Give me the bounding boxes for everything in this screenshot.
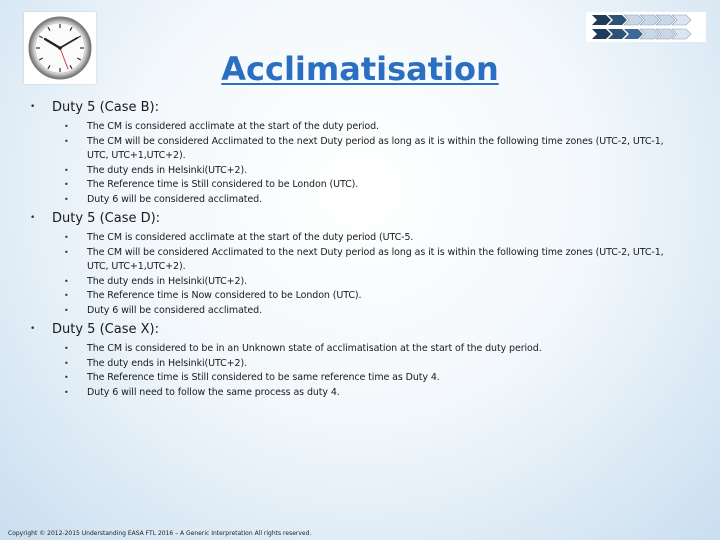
list-item: • The Reference time is Now considered to be London (UTC). <box>30 289 690 304</box>
section-heading-text: Duty 5 (Case D): <box>52 211 161 226</box>
bullet-list <box>30 342 690 400</box>
bullet-icon: • <box>64 291 69 300</box>
list-item: • Duty 6 will need to follow the same process as duty 4. <box>30 386 690 401</box>
list-item: • The duty ends in Helsinki(UTC+2). <box>30 164 690 179</box>
bullet-icon: • <box>64 387 69 397</box>
list-item: • The CM will be considered Acclimated to the next Duty period as long as it is within the following time zones (UTC-2, UTC-1, UTC, UTC+1,UTC+2). <box>64 135 664 161</box>
bullet-icon: • <box>64 122 69 131</box>
bullet-icon: • <box>64 233 69 242</box>
bullet-icon: • <box>30 102 36 112</box>
bullet-icon: • <box>64 344 69 353</box>
bullet-list <box>30 120 690 207</box>
bullet-icon: • <box>64 180 69 189</box>
chevron-progress-icon <box>586 12 706 42</box>
bullet-list <box>30 231 690 318</box>
content-area <box>30 100 690 404</box>
list-item: • The Reference time is Still considered to be London (UTC). <box>30 178 690 193</box>
bullet-icon: • <box>30 213 36 223</box>
page-title: Acclimatisation <box>221 50 499 88</box>
list-item: • The CM will be considered Acclimated to the next Duty period as long as it is within the following time zones (UTC-2, UTC-1, UTC, UTC+1,UTC+2). <box>64 246 664 272</box>
list-item: • The duty ends in Helsinki(UTC+2). <box>30 275 690 290</box>
list-item: • The Reference time is Still considered to be same reference time as Duty 4. <box>30 371 690 386</box>
list-item: • The CM is considered to be in an Unknown state of acclimatisation at the start of the duty period. <box>30 342 690 357</box>
section-heading-text: Duty 5 (Case B): <box>52 100 159 115</box>
progress-chevrons <box>586 12 706 42</box>
bullet-icon: • <box>30 324 36 334</box>
bullet-icon: • <box>64 305 69 315</box>
copyright-footer: Copyright © 2012-2015 Understanding EASA FTL 2016 – A Generic Interpretation All rights reserved. <box>8 530 312 537</box>
list-item: • The CM is considered acclimate at the start of the duty period. <box>30 120 690 135</box>
section-heading-text: Duty 5 (Case X): <box>52 322 159 337</box>
list-item: • Duty 6 will be considered acclimated. <box>30 304 690 319</box>
section-heading <box>30 322 690 342</box>
list-item: • Duty 6 will be considered acclimated. <box>30 193 690 208</box>
bullet-icon: • <box>64 136 69 146</box>
list-item: • The duty ends in Helsinki(UTC+2). <box>30 357 690 372</box>
section-heading <box>30 100 690 120</box>
bullet-icon: • <box>64 358 69 368</box>
bullet-icon: • <box>64 165 69 175</box>
list-item: • The CM is considered acclimate at the start of the duty period (UTC-5. <box>30 231 690 246</box>
bullet-icon: • <box>64 276 69 286</box>
bullet-icon: • <box>64 194 69 204</box>
bullet-icon: • <box>64 247 69 257</box>
section-heading <box>30 211 690 231</box>
bullet-icon: • <box>64 373 69 382</box>
